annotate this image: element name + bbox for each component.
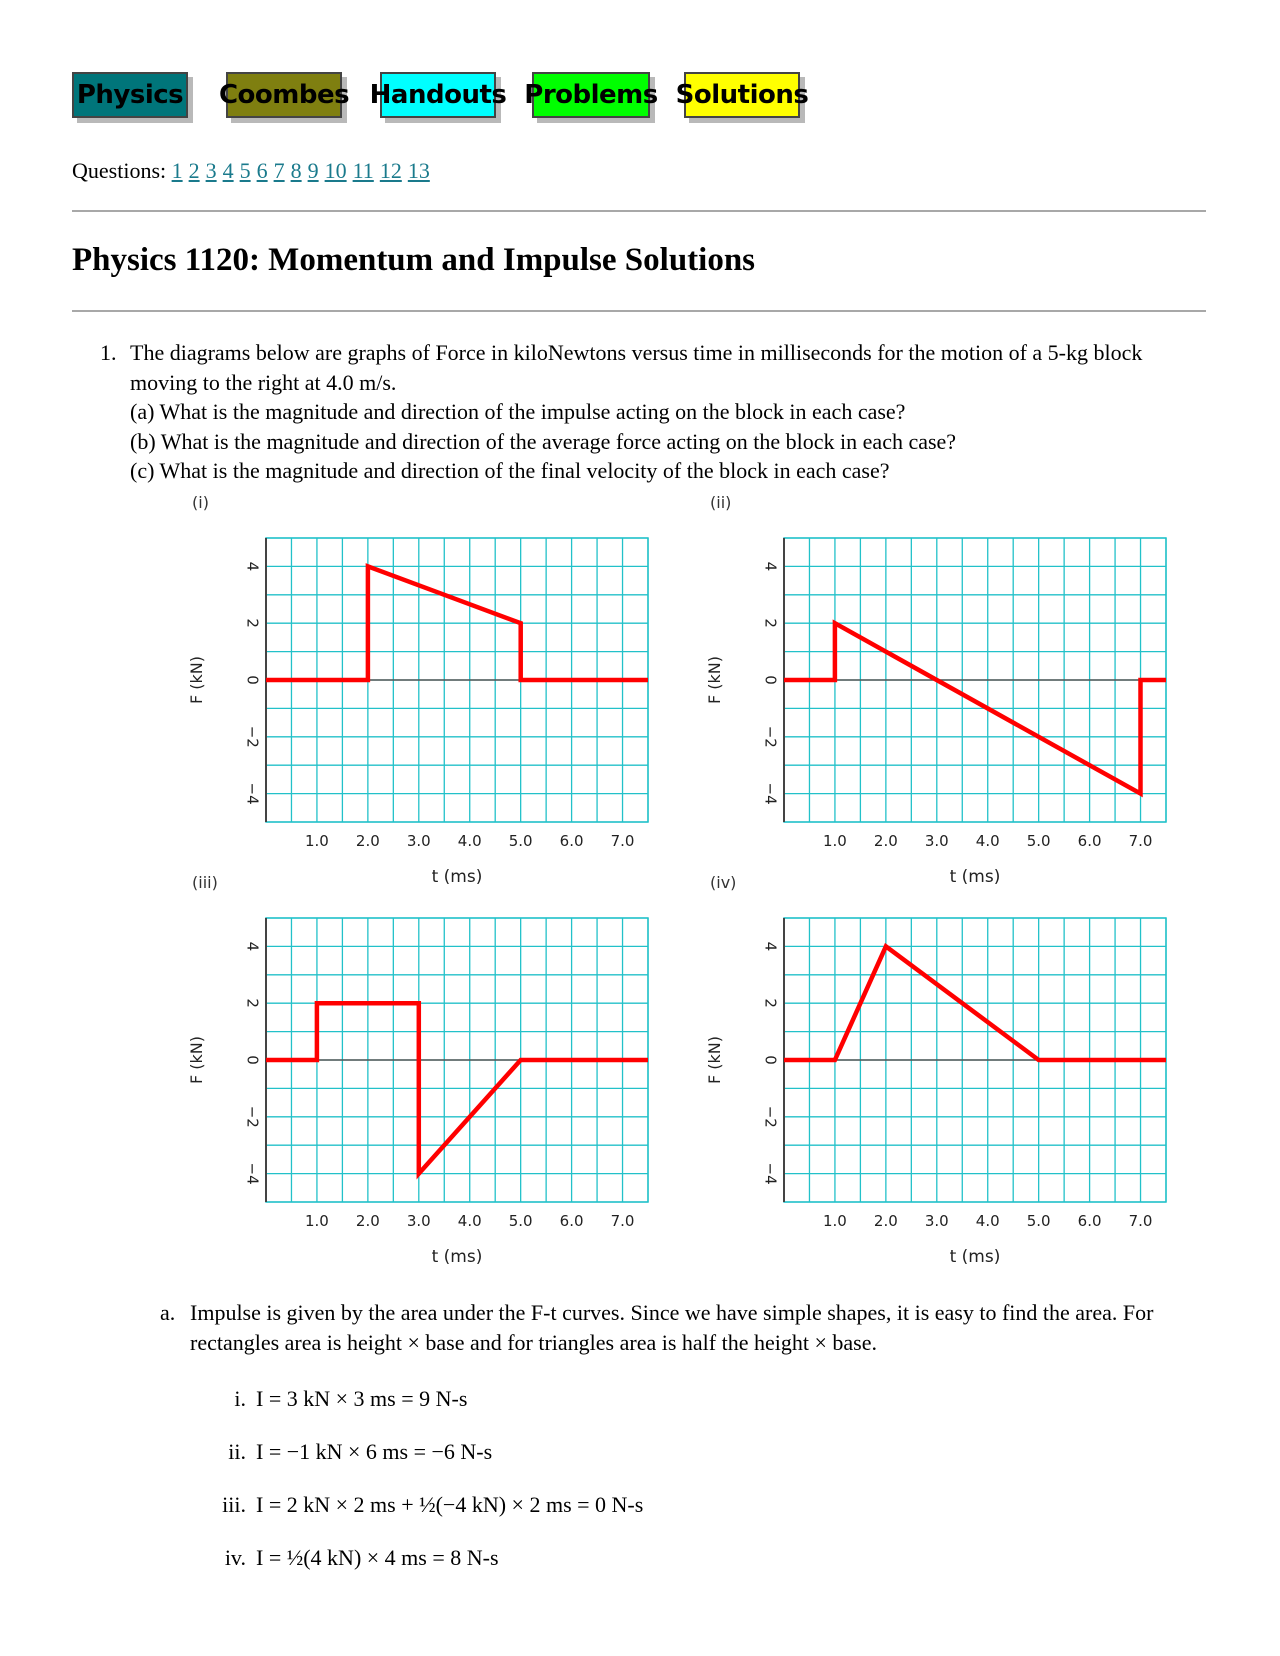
y-tick-label: −4 bbox=[761, 782, 780, 805]
y-tick-label: −4 bbox=[243, 1162, 262, 1185]
x-tick-label: 4.0 bbox=[457, 832, 482, 850]
y-tick-label: 0 bbox=[243, 1055, 262, 1065]
chart-3 bbox=[187, 873, 648, 1267]
question-link-6[interactable]: 6 bbox=[256, 158, 268, 183]
x-tick-label: 3.0 bbox=[406, 832, 431, 850]
x-tick-label: 2.0 bbox=[355, 832, 380, 850]
chart-1 bbox=[187, 493, 648, 887]
item-roman: ii. bbox=[228, 1439, 246, 1464]
problem-part-c: (c) What is the magnitude and direction of the final velocity of the block in each case? bbox=[130, 458, 890, 483]
impulse-item-i bbox=[214, 1386, 467, 1412]
x-tick-label: 4.0 bbox=[975, 1212, 1000, 1230]
panel-label: (ii) bbox=[710, 493, 732, 512]
x-tick-label: 2.0 bbox=[873, 1212, 898, 1230]
y-tick-label: 2 bbox=[243, 618, 262, 628]
panel-label: (iv) bbox=[710, 873, 737, 892]
x-tick-label: 6.0 bbox=[1077, 1212, 1102, 1230]
chart-2 bbox=[705, 493, 1166, 887]
x-tick-label: 6.0 bbox=[1077, 832, 1102, 850]
y-tick-label: 0 bbox=[761, 675, 780, 685]
y-tick-label: −2 bbox=[243, 1105, 262, 1128]
y-tick-label: −2 bbox=[243, 725, 262, 748]
y-axis-label: F (kN) bbox=[187, 655, 206, 705]
x-tick-label: 3.0 bbox=[406, 1212, 431, 1230]
y-tick-label: 0 bbox=[761, 1055, 780, 1065]
impulse-equation: I = ½(4 kN) × 4 ms = 8 N-s bbox=[256, 1545, 499, 1570]
question-link-2[interactable]: 2 bbox=[188, 158, 200, 183]
x-tick-label: 7.0 bbox=[1128, 832, 1153, 850]
chart-4 bbox=[705, 873, 1166, 1267]
y-tick-label: 4 bbox=[243, 941, 262, 952]
problem-number: 1. bbox=[100, 340, 117, 365]
nav-coombes-button[interactable]: Coombes bbox=[226, 72, 342, 118]
y-axis-label: F (kN) bbox=[187, 1035, 206, 1085]
question-link-9[interactable]: 9 bbox=[307, 158, 319, 183]
y-tick-label: 4 bbox=[243, 561, 262, 572]
x-tick-label: 1.0 bbox=[305, 1212, 329, 1230]
nav-physics-button[interactable]: Physics bbox=[72, 72, 188, 118]
question-link-8[interactable]: 8 bbox=[290, 158, 302, 183]
panel-label: (iii) bbox=[192, 873, 218, 892]
question-link-5[interactable]: 5 bbox=[239, 158, 251, 183]
questions-label: Questions: bbox=[72, 158, 167, 183]
problem-1 bbox=[100, 338, 1210, 486]
x-tick-label: 1.0 bbox=[823, 1212, 847, 1230]
question-link-11[interactable]: 11 bbox=[352, 158, 374, 183]
item-roman: i. bbox=[234, 1386, 246, 1411]
item-roman: iii. bbox=[222, 1492, 246, 1517]
x-tick-label: 5.0 bbox=[508, 1212, 533, 1230]
panel-label: (i) bbox=[192, 493, 209, 512]
y-tick-label: −2 bbox=[761, 1105, 780, 1128]
y-tick-label: 2 bbox=[761, 998, 780, 1008]
x-tick-label: 2.0 bbox=[355, 1212, 380, 1230]
nav-problems-button[interactable]: Problems bbox=[532, 72, 650, 118]
question-link-1[interactable]: 1 bbox=[171, 158, 183, 183]
x-tick-label: 5.0 bbox=[1026, 832, 1051, 850]
x-tick-label: 7.0 bbox=[610, 1212, 635, 1230]
nav-handouts-button[interactable]: Handouts bbox=[380, 72, 496, 118]
x-tick-label: 2.0 bbox=[873, 832, 898, 850]
x-tick-label: 1.0 bbox=[823, 832, 847, 850]
y-axis-label: F (kN) bbox=[705, 655, 724, 705]
x-tick-label: 3.0 bbox=[924, 832, 949, 850]
page-title: Physics 1120: Momentum and Impulse Solutions bbox=[72, 242, 756, 278]
answer-label: a. bbox=[160, 1300, 176, 1325]
question-link-4[interactable]: 4 bbox=[222, 158, 234, 183]
y-axis-label: F (kN) bbox=[705, 1035, 724, 1085]
nav-solutions-button[interactable]: Solutions bbox=[684, 72, 800, 118]
x-tick-label: 7.0 bbox=[1128, 1212, 1153, 1230]
impulse-item-ii bbox=[214, 1439, 492, 1465]
x-tick-label: 1.0 bbox=[305, 832, 329, 850]
x-axis-label: t (ms) bbox=[949, 867, 1001, 887]
x-tick-label: 5.0 bbox=[1026, 1212, 1051, 1230]
impulse-item-iii bbox=[214, 1492, 643, 1518]
x-axis-label: t (ms) bbox=[431, 1247, 483, 1267]
question-link-12[interactable]: 12 bbox=[379, 158, 402, 183]
y-tick-label: −4 bbox=[243, 782, 262, 805]
y-tick-label: −4 bbox=[761, 1162, 780, 1185]
answer-text: Impulse is given by the area under the F-t curves. Since we have simple shapes, it is easy to find the area. For rectangles area is height × base and for triangles area is half the height × base. bbox=[190, 1300, 1154, 1355]
divider-top bbox=[72, 210, 1206, 212]
x-tick-label: 4.0 bbox=[457, 1212, 482, 1230]
y-tick-label: 0 bbox=[243, 675, 262, 685]
question-link-13[interactable]: 13 bbox=[407, 158, 430, 183]
x-axis-label: t (ms) bbox=[949, 1247, 1001, 1267]
x-tick-label: 3.0 bbox=[924, 1212, 949, 1230]
questions-nav bbox=[72, 158, 436, 184]
y-tick-label: 2 bbox=[243, 998, 262, 1008]
problem-intro: The diagrams below are graphs of Force in kiloNewtons versus time in milliseconds for the motion of a 5-kg block moving to the right at 4.0 m/s. bbox=[130, 340, 1143, 395]
impulse-item-iv bbox=[214, 1545, 499, 1571]
x-axis-label: t (ms) bbox=[431, 867, 483, 887]
impulse-equation: I = 3 kN × 3 ms = 9 N-s bbox=[256, 1386, 468, 1411]
question-link-7[interactable]: 7 bbox=[273, 158, 285, 183]
impulse-equation: I = 2 kN × 2 ms + ½(−4 kN) × 2 ms = 0 N-s bbox=[256, 1492, 644, 1517]
answer-a bbox=[160, 1298, 1180, 1357]
impulse-equation: I = −1 kN × 6 ms = −6 N-s bbox=[256, 1439, 493, 1464]
item-roman: iv. bbox=[224, 1545, 246, 1570]
x-tick-label: 6.0 bbox=[559, 832, 584, 850]
x-tick-label: 4.0 bbox=[975, 832, 1000, 850]
question-link-10[interactable]: 10 bbox=[324, 158, 347, 183]
x-tick-label: 7.0 bbox=[610, 832, 635, 850]
problem-part-a: (a) What is the magnitude and direction of the impulse acting on the block in each case? bbox=[130, 399, 906, 424]
y-tick-label: 4 bbox=[761, 941, 780, 952]
problem-part-b: (b) What is the magnitude and direction of the average force acting on the block in each case? bbox=[130, 428, 957, 454]
divider-bottom bbox=[72, 310, 1206, 312]
y-tick-label: 2 bbox=[761, 618, 780, 628]
y-tick-label: −2 bbox=[761, 725, 780, 748]
force-time-graphs bbox=[178, 493, 1188, 1268]
x-tick-label: 6.0 bbox=[559, 1212, 584, 1230]
y-tick-label: 4 bbox=[761, 561, 780, 572]
question-link-3[interactable]: 3 bbox=[205, 158, 217, 183]
x-tick-label: 5.0 bbox=[508, 832, 533, 850]
